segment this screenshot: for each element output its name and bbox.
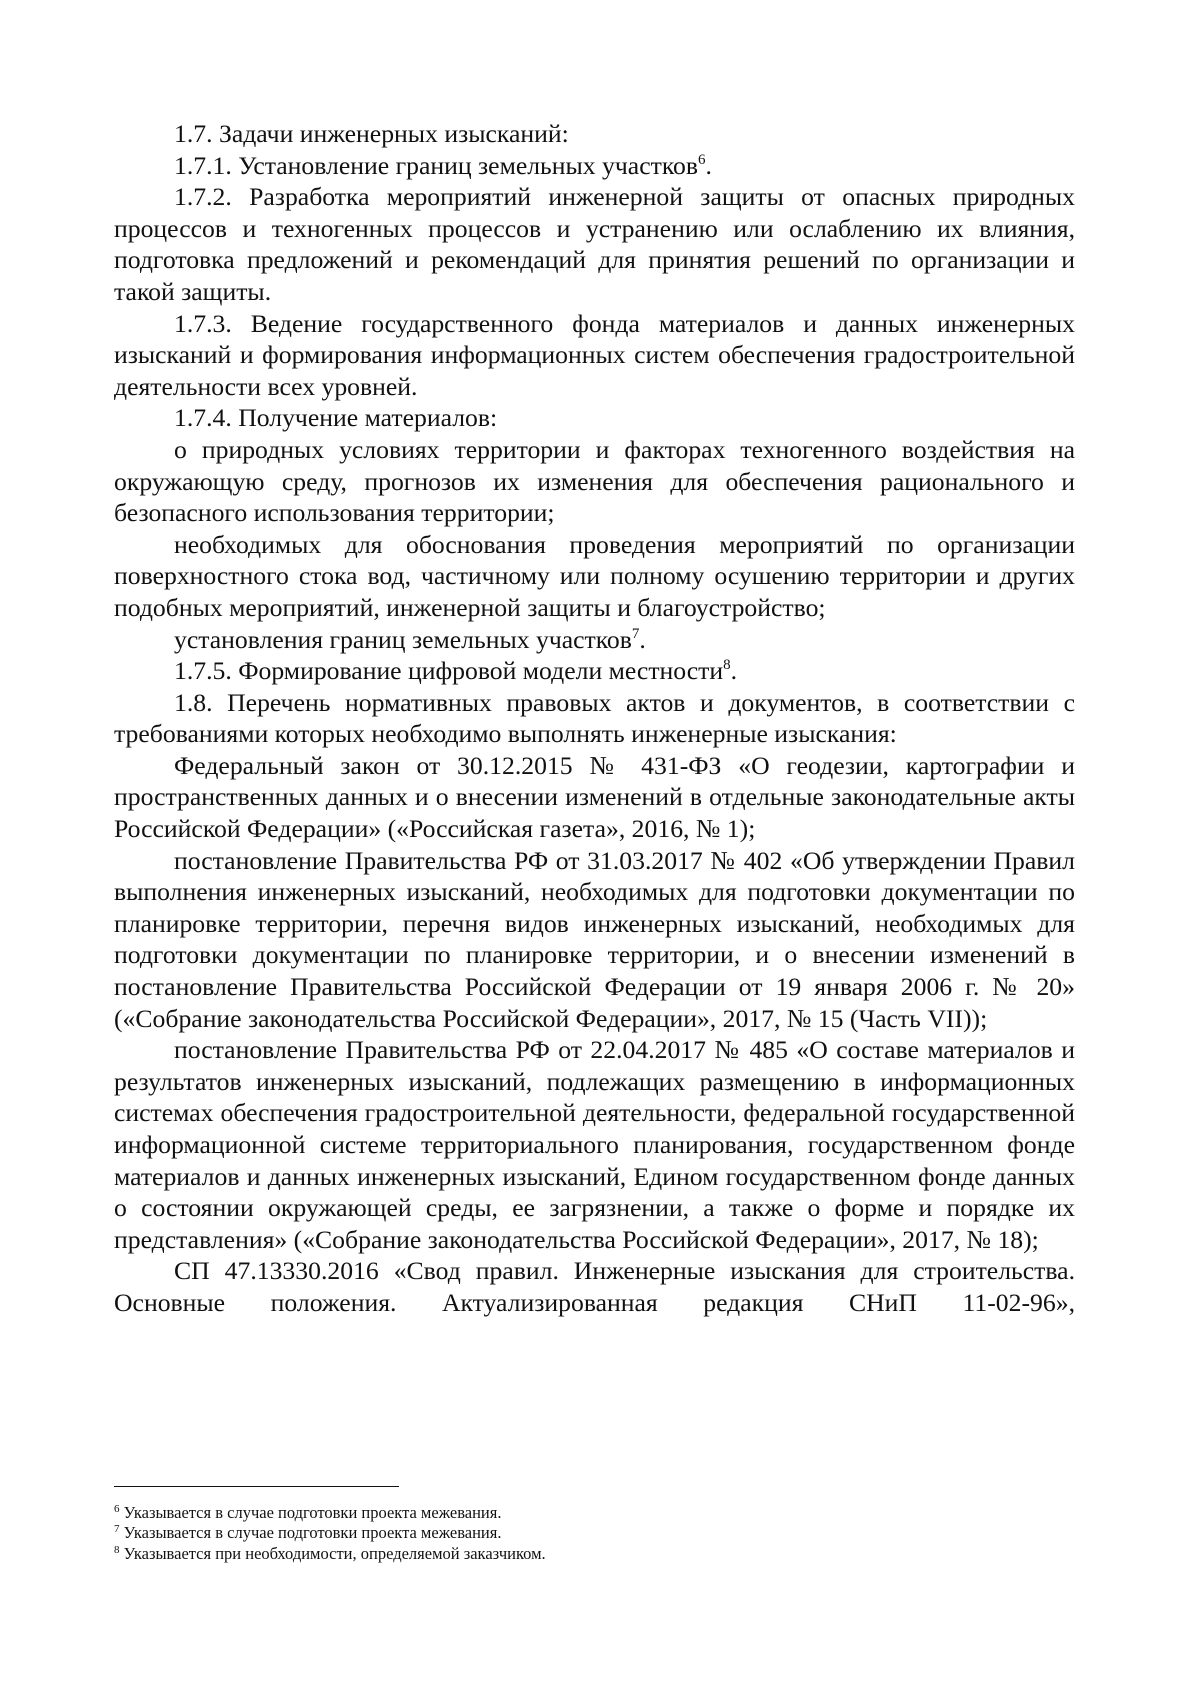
paragraph-land-boundaries-text: установления границ земельных участков <box>174 624 632 654</box>
footnote-number: 6 <box>114 1503 120 1515</box>
footnote-7 <box>114 1523 1075 1543</box>
paragraph-1-7-5 <box>114 655 1075 687</box>
paragraph-1-7: 1.7. Задачи инженерных изысканий: <box>174 119 569 148</box>
paragraph-land-boundaries <box>114 624 1075 656</box>
paragraph-1-7-4: 1.7.4. Получение материалов: <box>174 403 498 433</box>
footnotes <box>114 1503 1075 1564</box>
paragraph-sp-47: СП 47.13330.2016 «Свод правил. Инженерные изыскания для строительства. Основные положения. Актуализированная редакция СНиП 11-02-96», <box>114 1256 1075 1317</box>
footnote-8 <box>114 1544 1075 1564</box>
paragraph-1-7-1-end: . <box>705 150 712 180</box>
footnote-text: Указывается при необходимости, определяемой заказчиком. <box>123 1543 546 1563</box>
footnote-ref-7: 7 <box>631 625 640 642</box>
footnote-ref-8: 8 <box>723 657 731 674</box>
footnote-text: Указывается в случае подготовки проекта межевания. <box>123 1523 502 1543</box>
paragraph-1-7-5-end: . <box>730 656 738 686</box>
footnote-separator <box>114 1486 399 1487</box>
paragraph-natural-conditions: о природных условиях территории и факторах техногенного воздействия на окружающую среду, прогнозов их изменения для обеспечения рационального и безопасного использования территории; <box>114 434 1075 528</box>
footnote-6 <box>114 1503 1075 1523</box>
paragraph-1-7-3: 1.7.3. Ведение государственного фонда материалов и данных инженерных изысканий и формирования информационных систем обеспечения градостроительной деятельности всех уровней. <box>114 308 1075 401</box>
paragraph-1-7-2: 1.7.2. Разработка мероприятий инженерной защиты от опасных природных процессов и техногенных процессов и устранению или ослаблению их влияния, подготовка предложений и рекомендаций для принятия решений по организации и такой защиты. <box>114 182 1075 306</box>
footnote-number: 8 <box>114 1543 120 1556</box>
footnote-ref-6: 6 <box>697 151 706 168</box>
footnote-text: Указывается в случае подготовки проекта межевания. <box>123 1503 502 1522</box>
paragraph-land-boundaries-end: . <box>639 624 646 654</box>
paragraph-surface-runoff: необходимых для обоснования проведения мероприятий по организации поверхностного стока вод, частичному или полному осушению территории и других подобных мероприятий, инженерной защиты и благоустройство; <box>114 529 1075 622</box>
paragraph-1-8: 1.8. Перечень нормативных правовых актов и документов, в соответствии с требованиями которых необходимо выполнять инженерные изыскания: <box>114 687 1075 749</box>
document-body <box>114 118 1075 1319</box>
paragraph-1-7-1 <box>114 150 1075 182</box>
footnote-number: 7 <box>114 1523 120 1536</box>
paragraph-federal-law: Федеральный закон от 30.12.2015 № 431-ФЗ «О геодезии, картографии и пространственных данных и о внесении изменений в отдельные законодательные акты Российской Федерации» («Российская газета», 2016, № 1); <box>114 750 1075 844</box>
paragraph-1-7-1-text: 1.7.1. Установление границ земельных участков <box>174 150 698 180</box>
paragraph-resolution-402: постановление Правительства РФ от 31.03.2017 № 402 «Об утверждении Правил выполнения инженерных изысканий, необходимых для подготовки документации по планировке территории, перечня видов инженерных изысканий, необходимых для подготовки документации по планировке территории, и о внесении изменений в постановление Правительства Российской Федерации от 19 января 2006 г. № 20» («Собрание законодательства Российской Федерации», 2017, № 15 (Часть VII)); <box>114 845 1075 1033</box>
paragraph-resolution-485: постановление Правительства РФ от 22.04.2017 № 485 «О составе материалов и результатов инженерных изысканий, подлежащих размещению в информационных системах обеспечения градостроительной деятельности, федеральной государственной информационной системе территориального планирования, государственном фонде материалов и данных инженерных изысканий, Едином государственном фонде данных о состоянии окружающей среды, ее загрязнении, а также о форме и порядке их представления» («Собрание законодательства Российской Федерации», 2017, № 18); <box>114 1035 1075 1254</box>
paragraph-1-7-5-text: 1.7.5. Формирование цифровой модели местности <box>174 656 724 686</box>
